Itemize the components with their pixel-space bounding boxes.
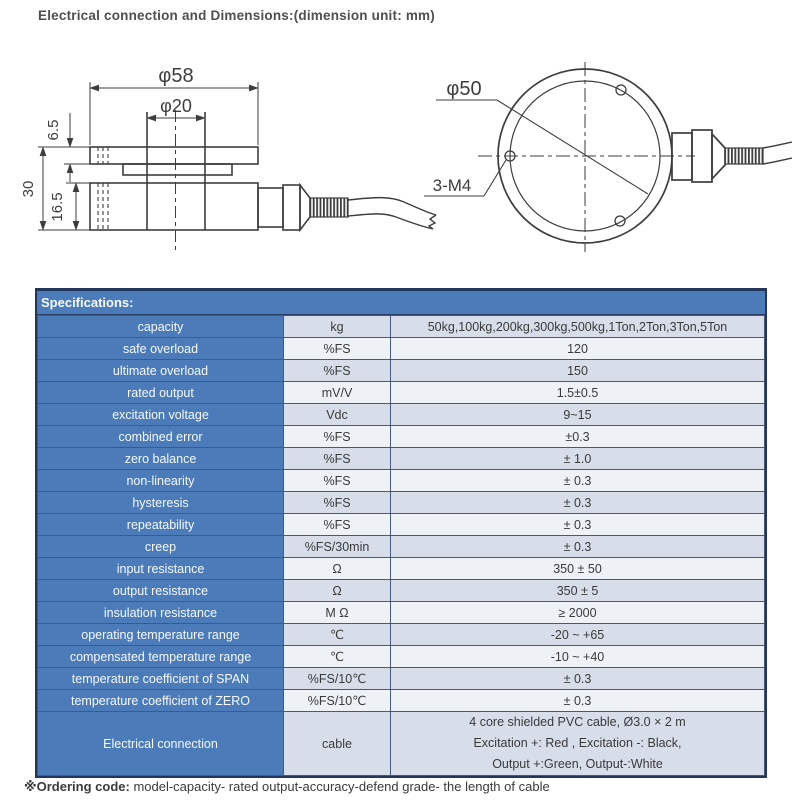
threaded-section xyxy=(310,198,348,217)
row-unit: ℃ xyxy=(284,646,391,668)
table-row xyxy=(38,360,765,382)
row-unit: Ω xyxy=(284,580,391,602)
row-unit: cable xyxy=(284,712,391,776)
side-view-drawing xyxy=(20,65,436,250)
dim-label-inner-diameter: φ20 xyxy=(160,96,192,116)
row-unit: %FS/30min xyxy=(284,536,391,558)
dim-label-bolt-circle: φ50 xyxy=(446,78,482,100)
threaded-section-top xyxy=(725,148,763,164)
row-value: ± 0.3 xyxy=(391,536,765,558)
row-label: repeatability xyxy=(38,514,284,536)
table-row xyxy=(38,646,765,668)
ordering-code-note xyxy=(24,779,550,795)
row-label: safe overload xyxy=(38,338,284,360)
top-view-drawing xyxy=(424,62,792,252)
row-unit: %FS xyxy=(284,338,391,360)
row-unit: %FS xyxy=(284,426,391,448)
table-row xyxy=(38,404,765,426)
row-value: 350 ± 5 xyxy=(391,580,765,602)
row-label: input resistance xyxy=(38,558,284,580)
table-row xyxy=(38,514,765,536)
table-row xyxy=(38,382,765,404)
row-unit: %FS xyxy=(284,470,391,492)
row-label: ultimate overload xyxy=(38,360,284,382)
table-row xyxy=(38,580,765,602)
middle-plate-outline xyxy=(123,164,232,175)
row-unit: mV/V xyxy=(284,382,391,404)
row-label: excitation voltage xyxy=(38,404,284,426)
row-label: non-linearity xyxy=(38,470,284,492)
row-value: ± 1.0 xyxy=(391,448,765,470)
row-label: capacity xyxy=(38,316,284,338)
row-label: operating temperature range xyxy=(38,624,284,646)
dim-label-outer-diameter: φ58 xyxy=(158,65,194,87)
row-label: zero balance xyxy=(38,448,284,470)
row-label: output resistance xyxy=(38,580,284,602)
cable-spec-line: 4 core shielded PVC cable, Ø3.0 × 2 m xyxy=(469,715,686,729)
row-label: Electrical connection xyxy=(38,712,284,776)
row-label: hysteresis xyxy=(38,492,284,514)
row-value: 120 xyxy=(391,338,765,360)
row-label: temperature coefficient of ZERO xyxy=(38,690,284,712)
ordering-code-text: model-capacity- rated output-accuracy-defend grade- the length of cable xyxy=(129,779,550,794)
row-label: compensated temperature range xyxy=(38,646,284,668)
page-title: Electrical connection and Dimensions:(dimension unit: mm) xyxy=(38,8,435,23)
row-value: 350 ± 50 xyxy=(391,558,765,580)
row-value: 1.5±0.5 xyxy=(391,382,765,404)
row-unit: %FS xyxy=(284,448,391,470)
row-unit: %FS xyxy=(284,360,391,382)
row-unit: Vdc xyxy=(284,404,391,426)
dimension-drawing xyxy=(0,0,792,290)
dim-label-flange-height: 6.5 xyxy=(45,119,62,141)
body-outline xyxy=(90,183,258,230)
hidden-lines xyxy=(98,147,108,230)
row-value: 50kg,100kg,200kg,300kg,500kg,1Ton,2Ton,3Ton,5Ton xyxy=(391,316,765,338)
row-label: creep xyxy=(38,536,284,558)
row-unit: %FS xyxy=(284,514,391,536)
row-value: ± 0.3 xyxy=(391,514,765,536)
cable-spec-line: Output +:Green, Output-:White xyxy=(492,757,663,771)
table-row xyxy=(38,536,765,558)
dim-label-body-height: 16.5 xyxy=(49,192,66,222)
table-row xyxy=(38,492,765,514)
row-label: insulation resistance xyxy=(38,602,284,624)
row-value: -20 ~ +65 xyxy=(391,624,765,646)
table-row xyxy=(38,624,765,646)
row-value xyxy=(391,712,765,776)
side-view-dimensions xyxy=(38,82,258,230)
row-value: ± 0.3 xyxy=(391,668,765,690)
table-row xyxy=(38,470,765,492)
row-label: combined error xyxy=(38,426,284,448)
table-row xyxy=(38,602,765,624)
row-value: ± 0.3 xyxy=(391,690,765,712)
dim-label-holes: 3-M4 xyxy=(432,176,472,195)
row-label: rated output xyxy=(38,382,284,404)
flange-outline xyxy=(90,147,258,164)
table-header: Specifications: xyxy=(37,291,765,315)
row-value: ≥ 2000 xyxy=(391,602,765,624)
row-unit: %FS xyxy=(284,492,391,514)
row-value: 9~15 xyxy=(391,404,765,426)
row-unit: Ω xyxy=(284,558,391,580)
table-row xyxy=(38,448,765,470)
table-row xyxy=(38,338,765,360)
row-unit: %FS/10℃ xyxy=(284,690,391,712)
cable-spec-line: Excitation +: Red , Excitation -: Black, xyxy=(473,736,682,750)
table-row-electrical-connection xyxy=(38,712,765,776)
table-row xyxy=(38,668,765,690)
ordering-code-label: ※Ordering code: xyxy=(24,779,130,794)
row-value: -10 ~ +40 xyxy=(391,646,765,668)
table-row xyxy=(38,690,765,712)
specifications-table xyxy=(35,288,767,778)
row-value: ± 0.3 xyxy=(391,470,765,492)
cable-gland-side xyxy=(258,185,436,230)
dim-label-total-height: 30 xyxy=(20,180,37,198)
row-unit: M Ω xyxy=(284,602,391,624)
cable-break-end xyxy=(429,215,436,229)
row-value: ±0.3 xyxy=(391,426,765,448)
row-label: temperature coefficient of SPAN xyxy=(38,668,284,690)
table-row xyxy=(38,426,765,448)
table-row xyxy=(38,316,765,338)
row-unit: kg xyxy=(284,316,391,338)
row-value: ± 0.3 xyxy=(391,492,765,514)
row-value: 150 xyxy=(391,360,765,382)
row-unit: ℃ xyxy=(284,624,391,646)
table-row xyxy=(38,558,765,580)
row-unit: %FS/10℃ xyxy=(284,668,391,690)
